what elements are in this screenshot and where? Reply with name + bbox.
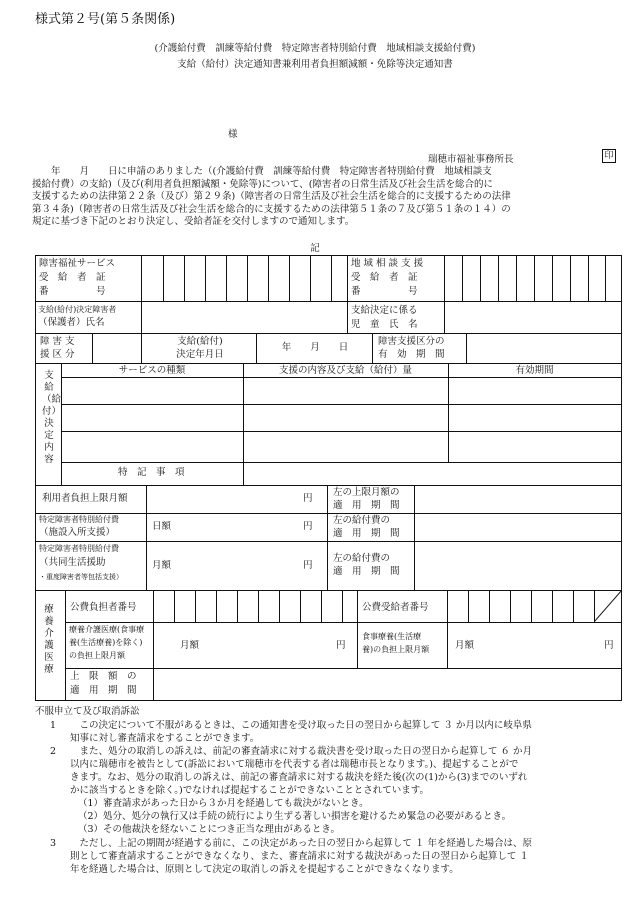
daily-amount-label: 日額 bbox=[152, 521, 172, 532]
appeal-item: また、処分の取消しの訴えは、前記の審査請求に対する裁決書を受け取った日の翌日から起算して ６ か月 以内に瑞穂市を被告として(訴訟において瑞穂市を代表する者は瑞穂市長となります。)、提起することがで きます。なお、処分の取消しの訴えは、前記の審査請求に対する裁決を経た後(次の(1)から(3)までのいずれ かに該当するときを除く。)でなければ提起することができないこととされています。 bbox=[70, 746, 533, 796]
addressee-suffix: 様 bbox=[228, 129, 238, 140]
facility-benefit-label: 特定障害者特別給付費 （施設入所支援） bbox=[39, 515, 119, 538]
appeal-item-number: 3 bbox=[50, 838, 57, 849]
cert-number-label: 障害福祉サービス 受 給 者 証 番 号 bbox=[39, 258, 116, 297]
col-service-type: サービスの種類 bbox=[118, 365, 186, 376]
col-support-amount: 支援の内容及び支給（給付）量 bbox=[278, 365, 412, 376]
child-name-label: 支給決定に係る 児 童 氏 名 bbox=[351, 305, 418, 330]
limit-amount-label: 利用者負担上限月額 bbox=[42, 493, 128, 504]
body-line: 第３４条)（障害者の日常生活及び社会生活を総合的に支援するための法律第５１条の７及び第５１条の１４）の bbox=[32, 203, 511, 215]
yen-unit: 円 bbox=[303, 493, 313, 504]
body-line: 規定に基づき下記のとおり決定し、受給者証を交付しますので通知します。 bbox=[32, 216, 355, 228]
group-home-benefit-label: 特定障害者特別給付費 （共同生活援助 ・重度障害者等包括支援） bbox=[39, 544, 123, 581]
document-title: 支給（給付）決定通知書兼利用者負担額減額・免除等決定通知書 bbox=[177, 59, 453, 70]
meal-limit-label: 食事療養(生活療 養)の負担上限月額 bbox=[362, 632, 430, 654]
facility-period-label: 左の給付費の 適 用 期 間 bbox=[333, 515, 400, 539]
monthly-amount-label: 月額 bbox=[455, 640, 475, 651]
special-notes-label: 特 記 事 項 bbox=[118, 467, 185, 478]
appeal-item: この決定について不服があるときは、この通知書を受け取った日の翌日から起算して ３ か月以内に岐阜県 知事に対し審査請求をすることができます。 bbox=[70, 720, 532, 744]
support-period-label: 障害支援区分の 有 効 期 間 bbox=[378, 336, 445, 360]
body-line: 援給付費）の支給)（及び(利用者負担額減額・免除等)について、(障害者の日常生活及び社会生活を総合的に bbox=[32, 178, 493, 190]
notice-body bbox=[32, 166, 622, 229]
limit-period-label: 左の上限月額の 適 用 期 間 bbox=[333, 487, 400, 511]
group-home-period-label: 左の給付費の 適 用 期 間 bbox=[333, 553, 400, 577]
appeal-sub-items: （1）審査請求があった日から３か月を経過しても裁決がないとき。 （2）処分、処分の執行又は手続の続行により生ずる著しい損害を避けるため緊急の必要があるとき。 （3）その他裁決を経ないことにつき正当な理由があるとき。 bbox=[78, 798, 512, 835]
guardian-name-label: 支給(給付)決定障害者 （保護者）氏名 bbox=[38, 305, 117, 328]
yen-unit: 円 bbox=[303, 560, 313, 571]
appeal-item: ただし、上記の期間が経過する前に、この決定があった日の翌日から起算して １ 年を経過した場合は、原 則として審査請求することができなくなり、また、審査請求に対する裁決があった日の翌日から起算して １ 年を経過した場合は、原則として決定の取消しの訴えを提起することができなくなります。 bbox=[70, 838, 532, 875]
issuer-name: 瑞穂市福祉事務所長 bbox=[428, 154, 514, 165]
limit-period-label: 上 限 額 の 適 用 期 間 bbox=[70, 671, 137, 696]
public-payer-number-label: 公費負担者番号 bbox=[70, 602, 137, 613]
yen-unit: 円 bbox=[604, 640, 614, 651]
monthly-amount-label: 月額 bbox=[180, 640, 200, 651]
decision-date-label: 支給(給付) 決定年月日 bbox=[176, 336, 224, 360]
support-class-label: 障 害 支 援 区 分 bbox=[40, 336, 75, 360]
form-number: 様式第２号(第５条関係) bbox=[35, 12, 176, 27]
medical-care-label: 療養介護医療 bbox=[44, 604, 54, 675]
yen-unit: 円 bbox=[336, 640, 346, 651]
decision-content-label: 支給（給付）決定内容 bbox=[42, 370, 62, 465]
public-recipient-number-label: 公費受給者番号 bbox=[362, 602, 429, 613]
medical-limit-label: 療養介護医療(食事療 養(生活療養)を除く) の負担上限月額 bbox=[69, 625, 145, 660]
diagonal-strike bbox=[594, 590, 622, 622]
seal-mark: 印 bbox=[602, 149, 616, 163]
appeal-heading: 不服申立て及び取消訴訟 bbox=[35, 706, 140, 717]
appeal-item-number: 1 bbox=[50, 720, 57, 731]
body-line: 年 月 日に申請のありました（(介護給付費 訓練等給付費 特定障害者特別給付費 地域相談支 bbox=[32, 166, 492, 177]
body-line: 支援するための法律第２２条（及び）第２９条)（障害者の日常生活及び社会生活を総合的に支援するための法律 bbox=[32, 191, 511, 203]
col-valid-period: 有効期間 bbox=[515, 365, 554, 376]
yen-unit: 円 bbox=[303, 521, 313, 532]
ki-heading: 記 bbox=[310, 243, 320, 254]
title-subtitle: (介護給付費 訓練等給付費 特定障害者特別給付費 地域相談支援給付費) bbox=[154, 43, 476, 54]
appeal-item-number: 2 bbox=[50, 746, 57, 757]
decision-date-value: 年 月 日 bbox=[281, 342, 349, 353]
consult-cert-label: 地 域 相 談 支 援 受 給 者 証 番 号 bbox=[351, 258, 424, 297]
monthly-amount-label: 月額 bbox=[152, 560, 172, 571]
